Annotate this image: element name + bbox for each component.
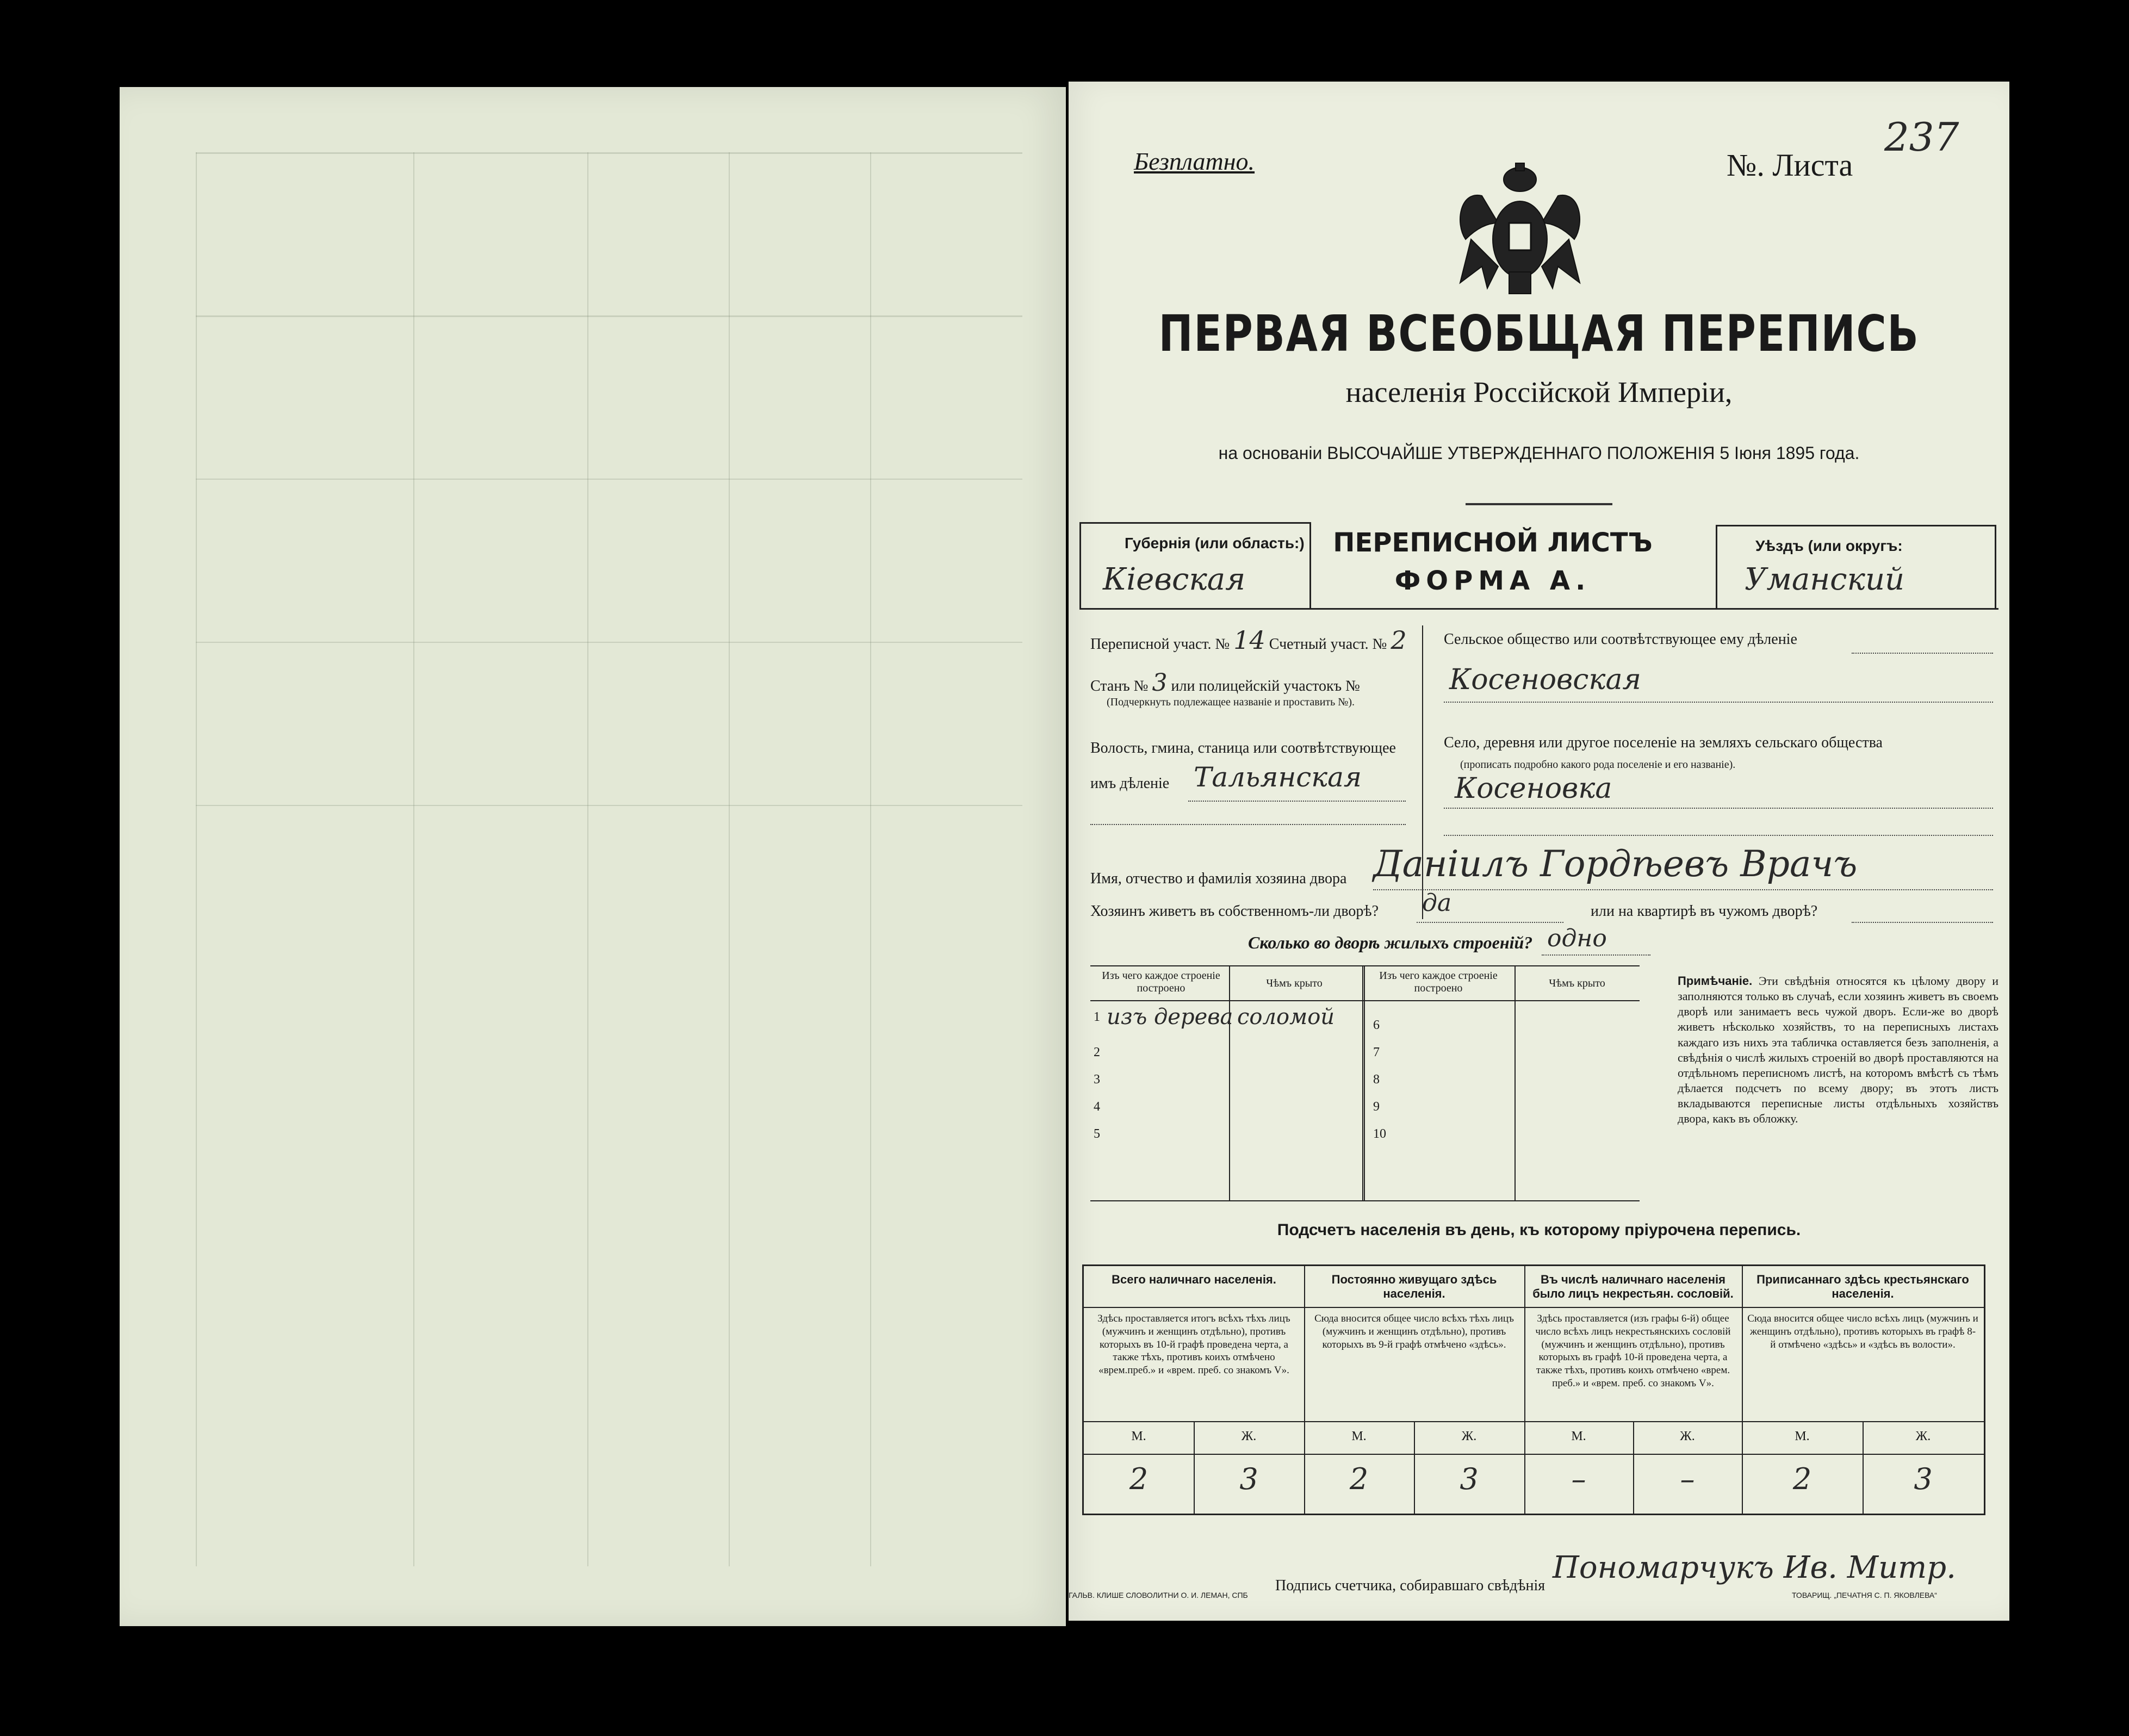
village-label: Село, деревня или другое поселеніе на земляхъ сельскаго общества: [1444, 734, 1883, 751]
row-material-value: изъ дерева: [1107, 1005, 1233, 1030]
census-district-field: [1090, 625, 1407, 655]
ghost-line: [196, 152, 197, 1566]
permanent-female-value: 3: [1460, 1462, 1479, 1496]
population-table: [1082, 1264, 1985, 1515]
buildings-line: [1542, 954, 1650, 956]
pop-header-permanent: Постоянно живущаго здѣсь населенія.: [1331, 1273, 1497, 1300]
ghost-line: [413, 152, 414, 1566]
total-female-value: 3: [1239, 1462, 1258, 1496]
pop-desc-total: Здѣсь проставляется итогъ всѣхъ тѣхъ лицъ (мужчинъ и женщинъ отдѣльно), противъ которыхъ въ 10-й графѣ проведена черта, а также тѣхъ, противъ коихъ отмѣчено «врем.преб.» и «врем. преб. со знакомъ V».: [1097, 1313, 1290, 1376]
pop-desc-permanent: Сюда вносится общее число всѣхъ тѣхъ лицъ (мужчинъ и женщинъ отдѣльно), противъ которыхъ въ 9-й графѣ отмѣчено «здѣсь».: [1314, 1313, 1514, 1350]
nonpeasant-male-value: –: [1571, 1462, 1586, 1496]
ghost-line: [196, 315, 1022, 317]
village-value: Косеновка: [1455, 772, 1612, 805]
police-label: или полицейскій участокъ №: [1171, 678, 1360, 695]
row-number: 3: [1094, 1072, 1100, 1087]
total-male-value: 2: [1129, 1462, 1149, 1496]
society-line: [1852, 653, 1993, 654]
col-material-header: Изъ чего каждое строеніе построено: [1102, 970, 1220, 994]
society-label: Сельское общество или соотвѣтствующее ему дѣленіе: [1444, 631, 1797, 648]
society-value-line: [1444, 702, 1993, 703]
district-value: Уманский: [1745, 562, 1905, 597]
owner-line: [1373, 889, 1993, 890]
volost-line-2: [1090, 824, 1406, 825]
peasant-male-value: 2: [1792, 1462, 1812, 1496]
signature-value: Пономарчукъ Ив. Митр.: [1553, 1550, 1956, 1585]
pop-header-peasant: Приписаннаго здѣсь крестьянскаго населенія.: [1756, 1273, 1969, 1300]
printer-left: ГАЛЬВ. КЛИШЕ СЛОВОЛИТНИ О. И. ЛЕМАН, СПБ: [1069, 1591, 1248, 1599]
pop-desc-nonpeasant: Здѣсь проставляется (изъ графы 6-й) общее число всѣхъ лицъ некрестьянскихъ сословій (мужчинъ и женщинъ отдѣльно), противъ которыхъ въ графѣ 10-й проведена черта, а также тѣхъ, противъ коихъ отмѣчено «врем. преб.» и «врем. преб. со знакомъ V».: [1535, 1313, 1731, 1389]
f-label: Ж.: [1461, 1429, 1477, 1443]
counting-district-label: Счетный участ. №: [1269, 636, 1387, 653]
row-number: 7: [1373, 1045, 1380, 1059]
stan-value: 3: [1152, 669, 1168, 697]
census-district-value: 14: [1233, 625, 1265, 655]
village-note: (прописать подробно какого рода поселеніе и его названіе).: [1460, 759, 1736, 771]
own-yard-line: [1417, 922, 1563, 923]
row-number: 8: [1373, 1072, 1380, 1087]
basis-text: на основаніи ВЫСОЧАЙШЕ УТВЕРЖДЕННАГО ПОЛОЖЕНІЯ 5 Іюня 1895 года.: [1218, 443, 1860, 463]
province-label: Губернія (или область:): [1125, 535, 1305, 551]
counting-district-value: 2: [1391, 625, 1407, 655]
note-block: [1678, 974, 1998, 1127]
volost-label-2: имъ дѣленіе: [1090, 775, 1170, 792]
table-header-rule: [1090, 1000, 1640, 1001]
own-yard-label: Хозяинъ живетъ въ собственномъ-ли дворѣ?: [1090, 903, 1379, 920]
signature-label: Подпись счетчика, собиравшаго свѣдѣнія: [1275, 1577, 1545, 1594]
other-yard-label: или на квартирѣ въ чужомъ дворѣ?: [1591, 903, 1818, 920]
province-box: [1079, 522, 1311, 610]
left-page: [120, 87, 1066, 1626]
stan-label: Станъ №: [1090, 678, 1149, 695]
ghost-line: [729, 152, 730, 1566]
pop-mf-rule: [1084, 1454, 1984, 1455]
row-number: 2: [1094, 1045, 1100, 1059]
double-headed-eagle-icon: [1449, 158, 1591, 305]
col-material-header-2: Изъ чего каждое строеніе построено: [1379, 970, 1498, 994]
buildings-table: [1090, 965, 1640, 1201]
buildings-value: одно: [1547, 925, 1607, 952]
district-label: Уѣздъ (или округъ:: [1755, 537, 1903, 554]
village-line: [1444, 808, 1993, 809]
row-number: 4: [1094, 1100, 1100, 1114]
society-value: Косеновская: [1449, 664, 1641, 696]
free-label: Безплатно.: [1134, 147, 1255, 175]
volost-label-1: Волость, гмина, станица или соотвѣтствующее: [1090, 740, 1396, 757]
page-title: ПЕРВАЯ ВСЕОБЩАЯ ПЕРЕПИСЬ: [1158, 305, 1920, 363]
own-yard-value: да: [1422, 889, 1452, 917]
f-label: Ж.: [1915, 1429, 1931, 1443]
divider-ornament: [1466, 503, 1612, 505]
owner-value: Даніилъ Гордѣевъ Врачъ: [1373, 843, 1858, 885]
permanent-male-value: 2: [1349, 1462, 1369, 1496]
row-number: 10: [1373, 1127, 1386, 1141]
table-col-line: [1229, 966, 1230, 1200]
m-label: М.: [1351, 1429, 1367, 1443]
row-roof-value: соломой: [1237, 1005, 1335, 1030]
ghost-line: [196, 152, 1022, 154]
col-roof-header: Чѣмъ крыто: [1266, 977, 1323, 989]
form-subtitle: ФОРМА А.: [1394, 566, 1591, 596]
m-label: М.: [1571, 1429, 1586, 1443]
f-label: Ж.: [1680, 1429, 1695, 1443]
col-roof-header-2: Чѣмъ крыто: [1549, 977, 1605, 989]
buildings-label: Сколько во дворѣ жилыхъ строеній?: [1248, 933, 1533, 952]
pop-desc-peasant: Сюда вносится общее число всѣхъ лицъ (мужчинъ и женщинъ отдѣльно), противъ которыхъ въ графѣ 8-й отмѣчено «здѣсь» и «здѣсь въ волости».: [1747, 1313, 1978, 1350]
sheet-number-value: 237: [1884, 114, 1959, 160]
pop-desc-rule: [1084, 1421, 1984, 1422]
form-title: ПЕРЕПИСНОЙ ЛИСТЪ: [1333, 528, 1653, 558]
village-line-2: [1444, 835, 1993, 836]
table-mid-line: [1362, 966, 1365, 1200]
peasant-female-value: 3: [1914, 1462, 1933, 1496]
table-col-line: [1514, 966, 1516, 1200]
row-number: 1: [1094, 1010, 1100, 1024]
page-subtitle: населенія Россійской Имперіи,: [1345, 376, 1733, 408]
printer-right: ТОВАРИЩ. „ПЕЧАТНЯ С. П. ЯКОВЛЕВА“: [1792, 1591, 1937, 1599]
ghost-line: [870, 152, 871, 1566]
population-title: Подсчетъ населенія въ день, къ которому пріурочена перепись.: [1277, 1221, 1801, 1239]
volost-line: [1188, 801, 1406, 802]
row-number: 5: [1094, 1127, 1100, 1141]
ghost-line: [196, 479, 1022, 480]
header-rule: [1079, 608, 1998, 610]
m-label: М.: [1131, 1429, 1146, 1443]
pop-header-nonpeasant: Въ числѣ наличнаго населенія было лицъ некрестьян. сословій.: [1532, 1273, 1734, 1300]
sheet-number-label: №. Листа: [1727, 147, 1853, 183]
police-note: (Подчеркнуть подлежащее названіе и проставить №).: [1107, 696, 1355, 708]
pop-header-total: Всего наличнаго населенія.: [1112, 1273, 1276, 1286]
m-label: М.: [1795, 1429, 1810, 1443]
row-number: 9: [1373, 1100, 1380, 1114]
census-district-label: Переписной участ. №: [1090, 636, 1230, 653]
volost-value: Тальянская: [1194, 761, 1362, 793]
census-form-page: [1069, 82, 2009, 1621]
stan-field: [1090, 669, 1360, 697]
row-number: 6: [1373, 1018, 1380, 1032]
f-label: Ж.: [1241, 1429, 1257, 1443]
province-value: Кіевская: [1103, 562, 1246, 597]
owner-label: Имя, отчество и фамилія хозяина двора: [1090, 870, 1347, 887]
ghost-line: [196, 642, 1022, 643]
pop-header-rule: [1084, 1307, 1984, 1308]
district-box: [1716, 525, 1996, 610]
note-label: Примѣчаніе.: [1678, 974, 1753, 988]
note-text: Эти свѣдѣнія относятся къ цѣлому двору и заполняются только въ случаѣ, если хозяинъ живетъ въ своемъ дворѣ или занимаетъ весь чужой дворъ. Если-же во дворѣ живетъ нѣсколько хозяйствъ, то на переписныхъ листахъ каждаго изъ нихъ эта табличка оставляется безъ заполненія, а свѣдѣнія о числѣ жилыхъ строеній во дворѣ проставляются на отдѣльномъ переписномъ листѣ, на которомъ вмѣстѣ съ тѣмъ дѣлается подсчетъ по всему двору; въ этотъ листъ вкладываются переписные листы отдѣльныхъ хозяйствъ двора, какъ въ обложку.: [1678, 974, 1998, 1126]
ghost-line: [196, 805, 1022, 806]
ghost-line: [587, 152, 588, 1566]
nonpeasant-female-value: –: [1680, 1462, 1695, 1496]
other-yard-line: [1852, 922, 1993, 923]
